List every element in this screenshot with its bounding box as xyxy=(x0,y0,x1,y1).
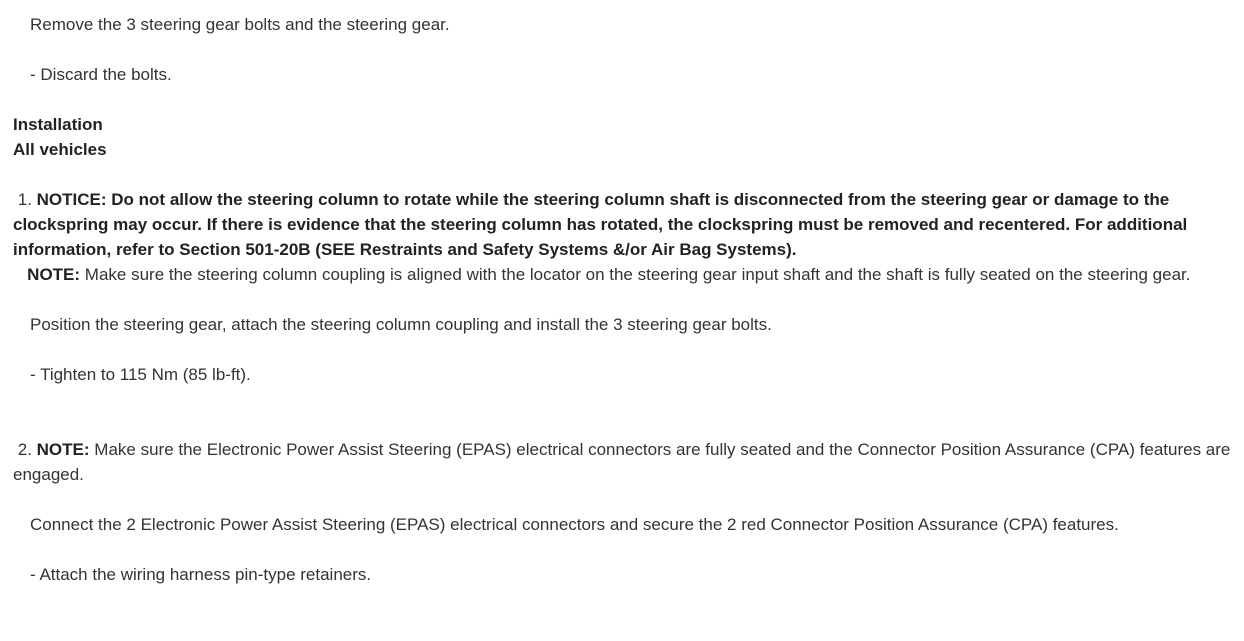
note-label: NOTE: xyxy=(27,265,81,284)
step-2-instruction: Connect the 2 Electronic Power Assist Steering (EPAS) electrical connectors and secure the 2 red Connector Position Assurance (CPA) features. xyxy=(30,515,1119,534)
step-1-substep: - Tighten to 115 Nm (85 lb-ft). xyxy=(30,365,251,384)
notice-label: NOTICE: xyxy=(36,190,107,209)
step-1-notice xyxy=(13,187,1238,262)
note-text: Make sure the Electronic Power Assist Steering (EPAS) electrical connectors are fully seated and the Connector Position Assurance (CPA) features are engaged. xyxy=(13,440,1231,484)
removal-substep: - Discard the bolts. xyxy=(30,65,172,84)
step-2-substep: - Attach the wiring harness pin-type retainers. xyxy=(30,565,372,584)
step-1-instruction: Position the steering gear, attach the steering column coupling and install the 3 steering gear bolts. xyxy=(30,315,772,334)
removal-step: Remove the 3 steering gear bolts and the steering gear. xyxy=(30,15,450,34)
step-2-number: 2. xyxy=(17,440,32,459)
notice-text: Do not allow the steering column to rotate while the steering column shaft is disconnected from the steering gear or damage to the clockspring may occur. If there is evidence that the steering column has rotated, the clockspring must be removed and recentered. For additional information, refer to Section 501-20B (SEE Restraints and Safety Systems &/or Air Bag Systems). xyxy=(13,190,1188,259)
step-1-note xyxy=(13,262,1238,287)
installation-subheading: All vehicles xyxy=(13,140,107,159)
note-text: Make sure the steering column coupling is aligned with the locator on the steering gear input shaft and the shaft is fully seated on the steering gear. xyxy=(84,265,1191,284)
installation-heading: Installation xyxy=(13,115,103,134)
note-label: NOTE: xyxy=(36,440,90,459)
step-2-note xyxy=(13,437,1238,487)
step-1-number: 1. xyxy=(17,190,32,209)
